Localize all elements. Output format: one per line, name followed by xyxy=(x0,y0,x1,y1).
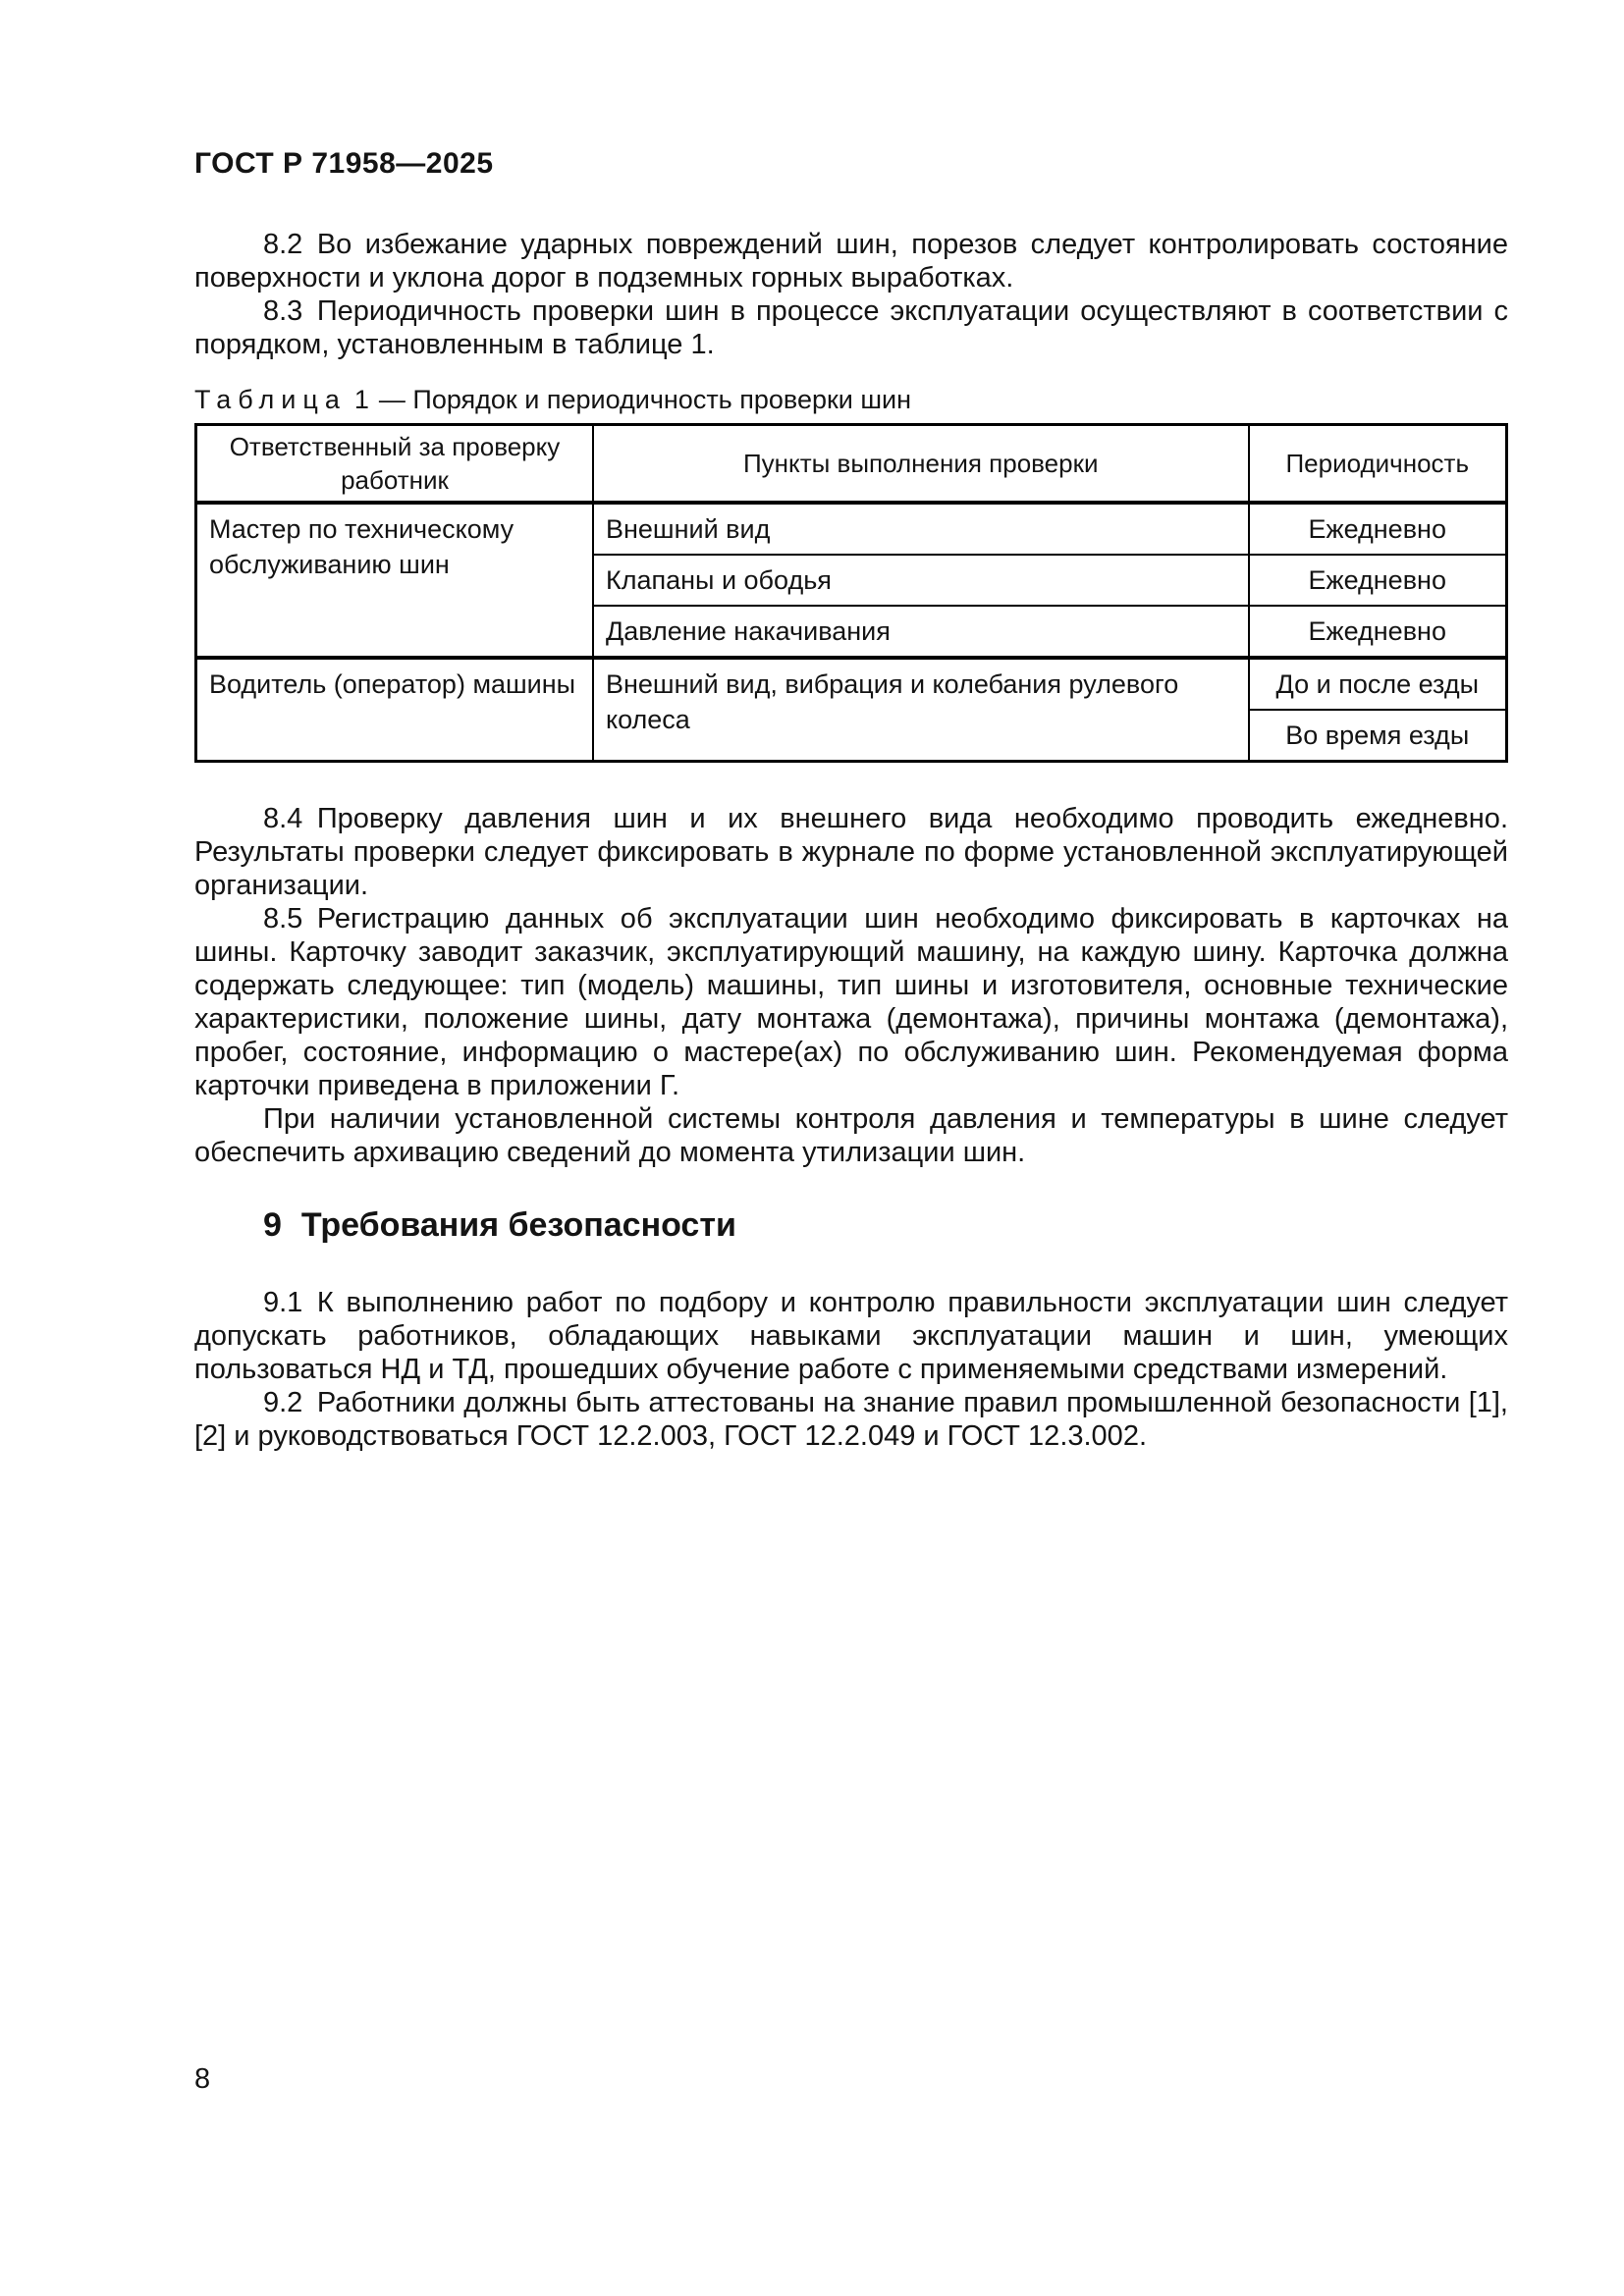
cell-periodicity: Ежедневно xyxy=(1249,606,1507,658)
page-content xyxy=(194,0,1508,1453)
running-header-doc-code: ГОСТ Р 71958—2025 xyxy=(194,147,494,180)
cell-check-item: Внешний вид xyxy=(593,503,1249,555)
table-header-row xyxy=(196,425,1507,504)
inspection-schedule-table xyxy=(194,423,1508,763)
column-header-periodicity: Периодичность xyxy=(1249,425,1507,504)
cell-periodicity: До и после езды xyxy=(1249,658,1507,710)
paragraph-8-5: 8.5 Регистрацию данных об эксплуатации шин необходимо фиксировать в карточках на шины. Карточку заводит заказчик, эксплуатирующий машину, на каждую шину. Карточка должна содержать следующее: тип (модель) машины, тип шины и изготовителя, основные технические характеристики, положение шины, дату монтажа (демонтажа), причины монтажа (демонтажа), пробег, состояние, информацию о мастере(ах) по обслуживанию шин. Рекомендуемая форма карточки приведена в приложении Г. xyxy=(194,903,1508,1101)
cell-check-item: Внешний вид, вибрация и колебания рулевого колеса xyxy=(593,658,1249,762)
page-number: 8 xyxy=(194,2063,211,2095)
cell-check-item: Давление накачивания xyxy=(593,606,1249,658)
column-header-check-items: Пункты выполнения проверки xyxy=(593,425,1249,504)
cell-periodicity: Ежедневно xyxy=(1249,555,1507,606)
cell-periodicity: Во время езды xyxy=(1249,710,1507,762)
paragraph-9-2: 9.2 Работники должны быть аттестованы на знание правил промышленной безопасности [1], [2] и руководствоваться ГОСТ 12.2.003, ГОСТ 12.2.049 и ГОСТ 12.3.002. xyxy=(194,1387,1508,1452)
section-9-heading xyxy=(194,1206,1508,1245)
paragraph-9-1: 9.1 К выполнению работ по подбору и контролю правильности эксплуатации шин следует допускать работников, обладающих навыками эксплуатации машин и шин, умеющих пользоваться НД и ТД, прошедших обучение работе с применяемыми средствами измерений. xyxy=(194,1287,1508,1385)
table-caption xyxy=(194,385,1508,414)
table-caption-title: — Порядок и периодичность проверки шин xyxy=(378,385,912,414)
table-caption-number: 1 xyxy=(353,385,369,414)
paragraph-8-2: 8.2 Во избежание ударных повреждений шин, порезов следует контролировать состояние поверхности и уклона дорог в подземных горных выработках. xyxy=(194,229,1508,294)
section-9-title: Требования безопасности xyxy=(300,1206,736,1244)
section-9-number: 9 xyxy=(263,1206,282,1244)
paragraph-8-4: 8.4 Проверку давления шин и их внешнего вида необходимо проводить ежедневно. Результаты проверки следует фиксировать в журнале по форме установленной эксплуатирующей организации. xyxy=(194,803,1508,901)
table-caption-word: Таблица xyxy=(194,385,347,414)
cell-check-item: Клапаны и ободья xyxy=(593,555,1249,606)
cell-periodicity: Ежедневно xyxy=(1249,503,1507,555)
cell-responsible-master: Мастер по техническому обслуживанию шин xyxy=(196,503,594,658)
column-header-responsible: Ответственный за проверку работник xyxy=(196,425,594,504)
paragraph-archive-note: При наличии установленной системы контроля давления и температуры в шине следует обеспечить архивацию сведений до момента утилизации шин. xyxy=(194,1103,1508,1168)
table-row xyxy=(196,503,1507,555)
cell-responsible-driver: Водитель (оператор) машины xyxy=(196,658,594,762)
paragraph-8-3: 8.3 Периодичность проверки шин в процессе эксплуатации осуществляют в соответствии с порядком, установленным в таблице 1. xyxy=(194,295,1508,360)
table-row xyxy=(196,658,1507,710)
